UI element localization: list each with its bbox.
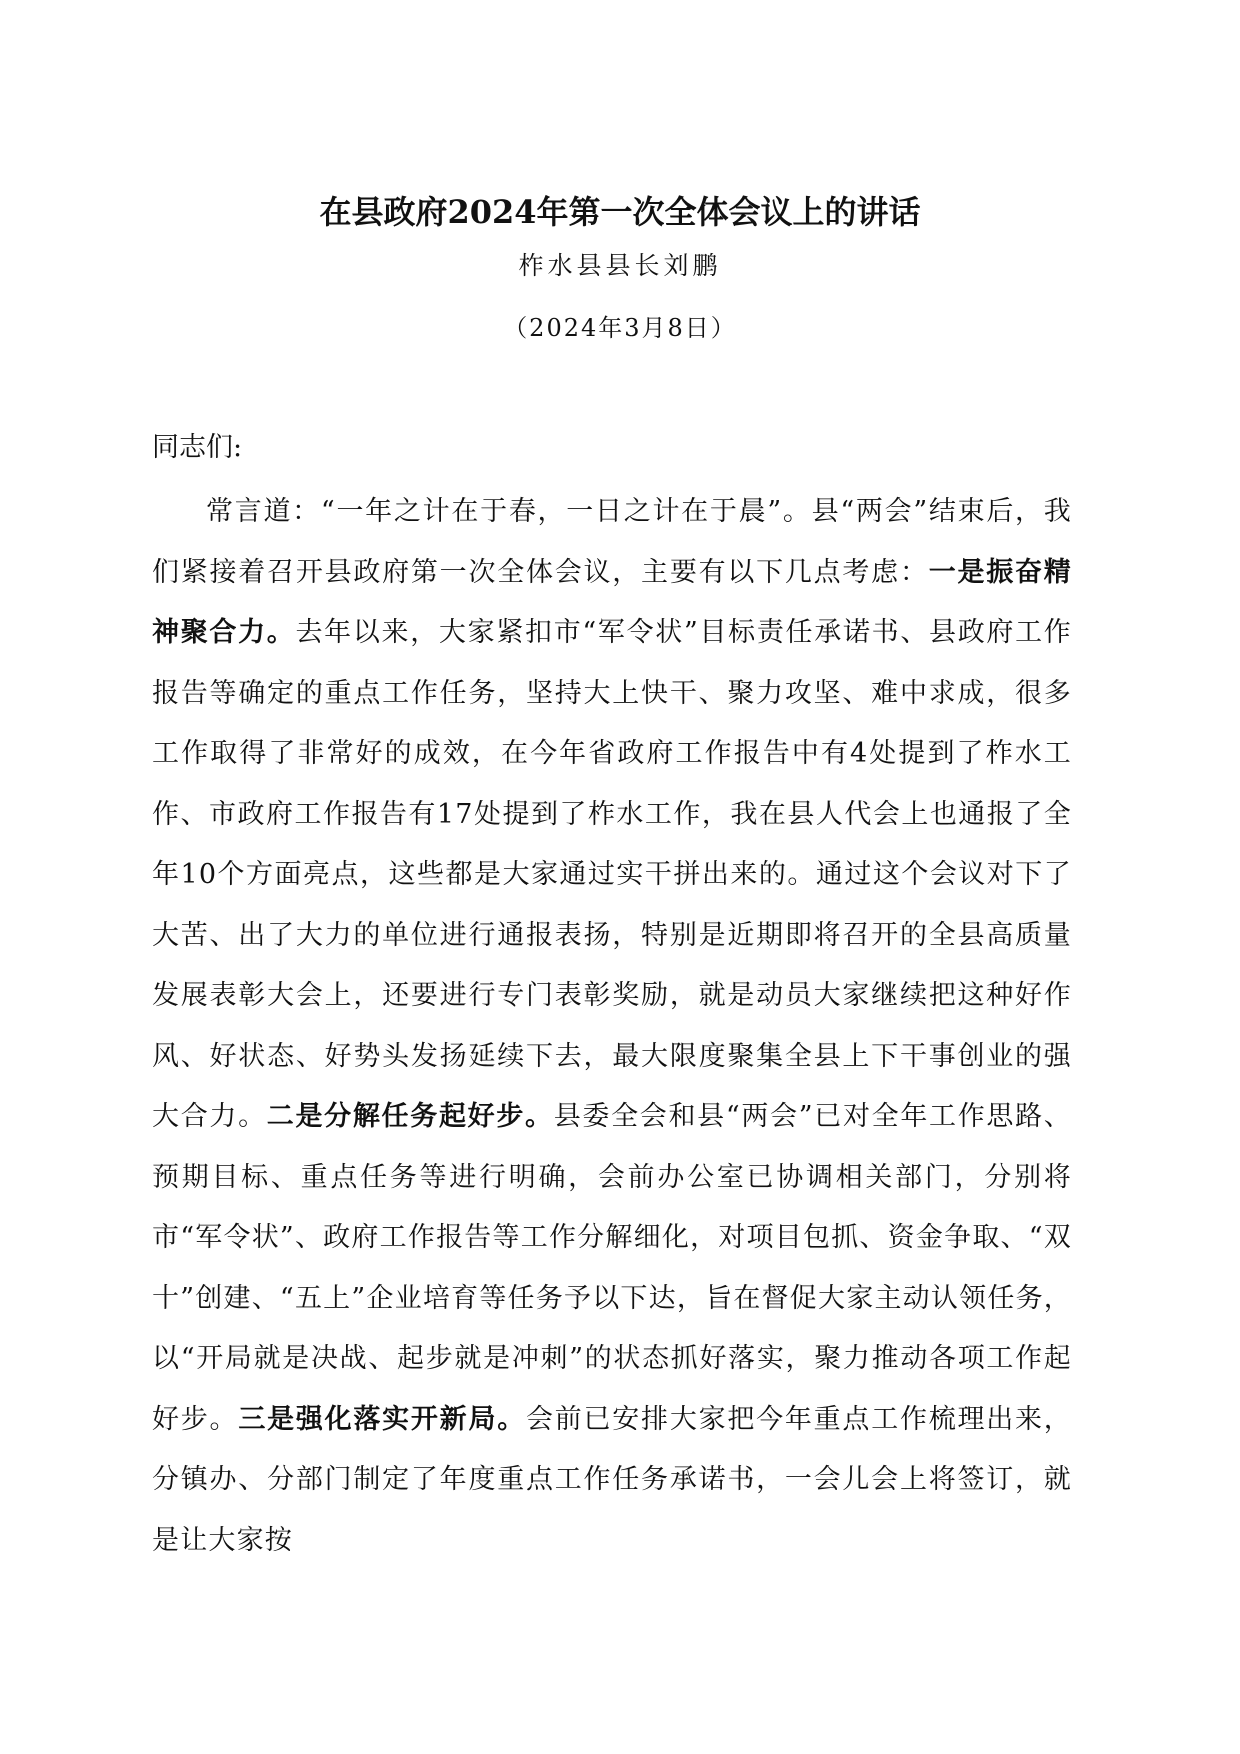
paragraph-text-4: 会前已安排大家把今年重点工作梳理出来，分镇办、分部门制定了年度重点工作任务承诺书，一会儿会上将签订，就是让大家按 (152, 1403, 1072, 1556)
body-paragraph (152, 482, 1072, 1571)
key-point-3: 三是强化落实开新局。 (238, 1403, 526, 1435)
key-point-2: 二是分解任务起好步。 (266, 1101, 554, 1132)
document-title: 在县政府2024年第一次全体会议上的讲话 (319, 193, 921, 231)
document-author: 柞水县县长刘鹏 (518, 251, 722, 280)
greeting: 同志们: (152, 432, 243, 463)
paragraph-text-1: 常言道：“一年之计在于春，一日之计在于晨”。县“两会”结束后，我们紧接着召开县政府第一次全体会议，主要有以下几点考虑： (152, 496, 1072, 588)
document-date: （2024年3月8日） (503, 314, 737, 342)
key-point-1: 一是振奋精神聚合力。 (152, 556, 1073, 648)
paragraph-text-3: 县委全会和县“两会”已对全年工作思路、预期目标、重点任务等进行明确，会前办公室已协调相关部门，分别将市“军令状”、政府工作报告等工作分解细化，对项目包抓、资金争取、“双十”创建、“五上”企业培育等任务予以下达，旨在督促大家主动认领任务，以“开局就是决战、起步就是冲刺”的状态抓好落实，聚力推动各项工作起好步。 (152, 1101, 1073, 1435)
paragraph-text-2: 去年以来，大家紧扣市“军令状”目标责任承诺书、县政府工作报告等确定的重点工作任务，坚持大上快干、聚力攻坚、难中求成，很多工作取得了非常好的成效，在今年省政府工作报告中有4处提到了柞水工作、市政府工作报告有17处提到了柞水工作，我在县人代会上也通报了全年10个方面亮点，这些都是大家通过实干拼出来的。通过这个会议对下了大苦、出了大力的单位进行通报表扬，特别是近期即将召开的全县高质量发展表彰大会上，还要进行专门表彰奖励，就是动员大家继续把这种好作风、好状态、好势头发扬延续下去，最大限度聚集全县上下干事创业的强大合力。 (152, 617, 1072, 1132)
